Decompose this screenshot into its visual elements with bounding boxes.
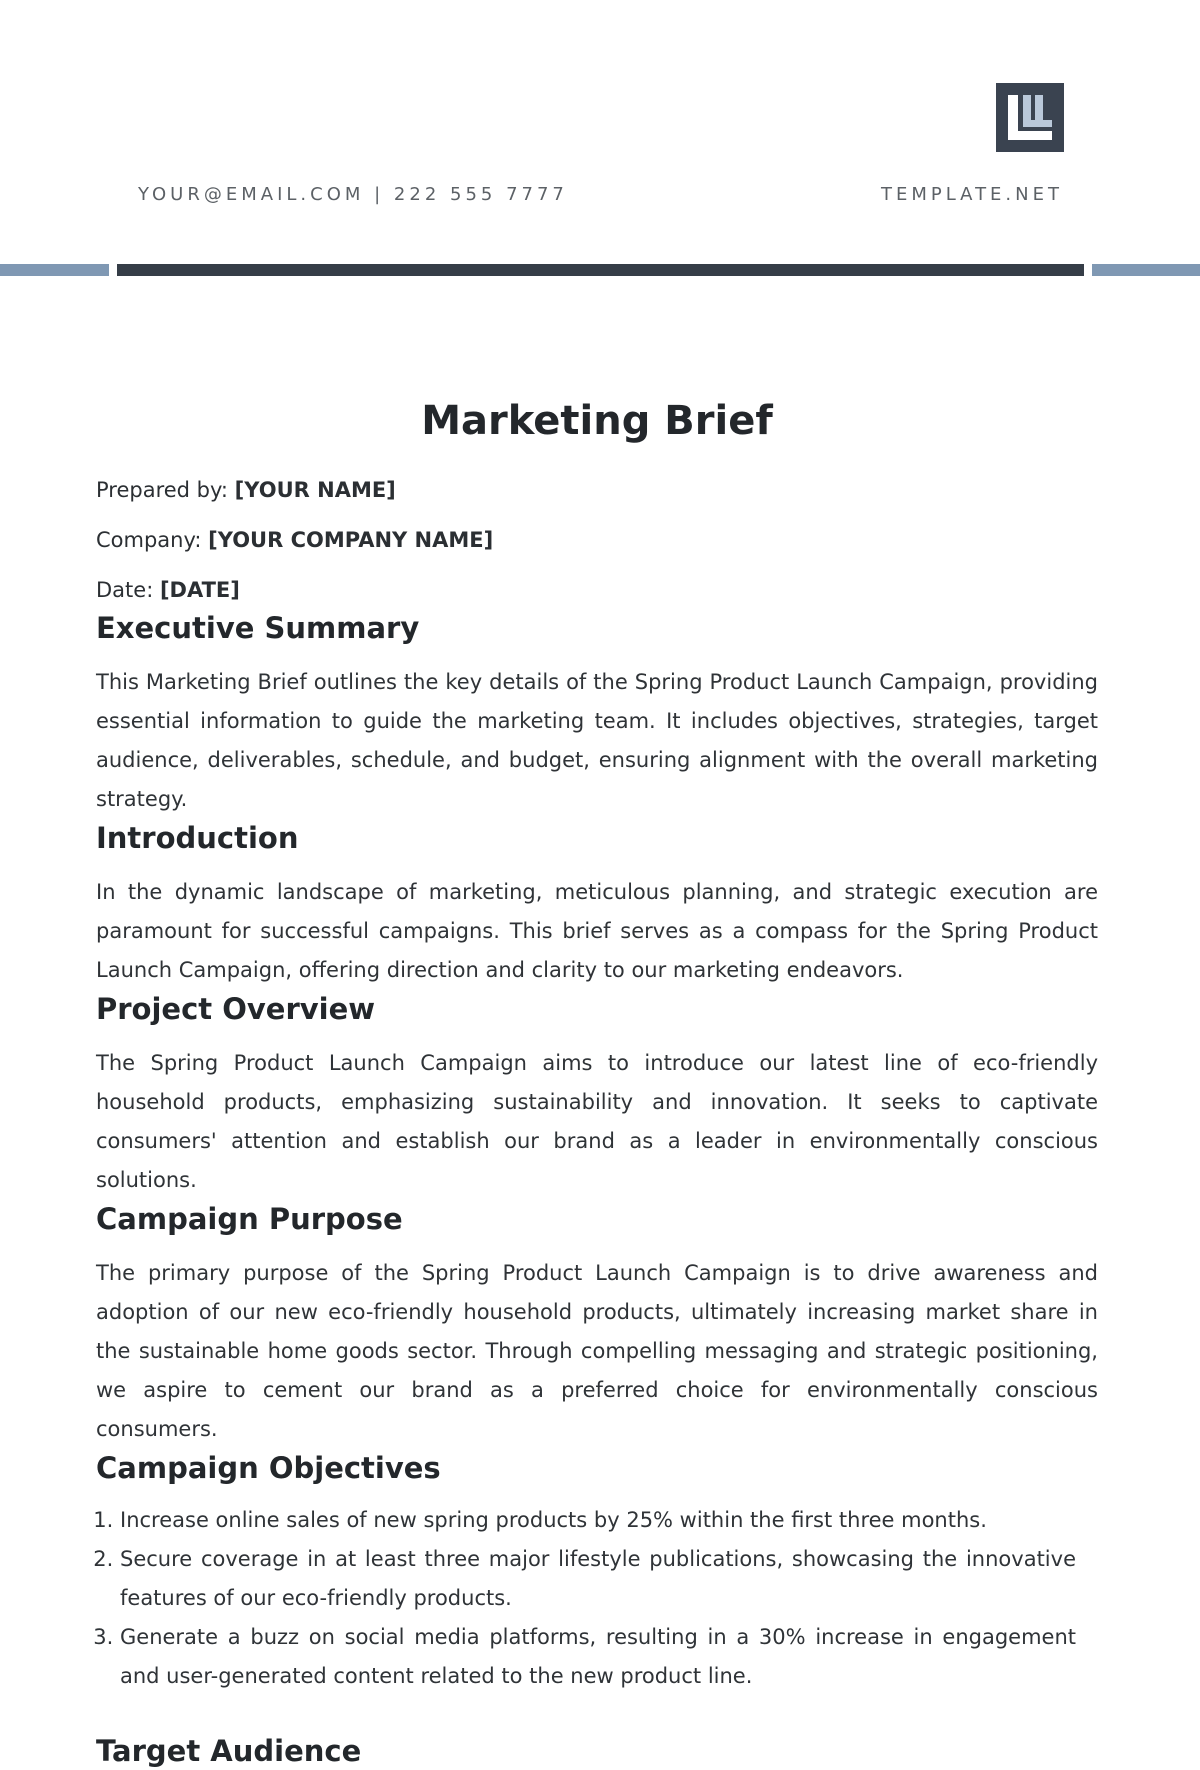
executive-summary-text: This Marketing Brief outlines the key details of the Spring Product Launch Campaign, providing essential information to guide the marketing team. It includes objectives, strategies, target audience, deliverables, schedule, and budget, ensuring alignment with the overall marketing strategy. [96,670,1098,811]
list-item: 3. Generate a buzz on social media platforms, resulting in a 30% increase in engagement and user-generated content related to the new product line. [120,1618,1098,1696]
site-name: TEMPLATE.NET [880,184,1063,205]
contact-info: YOUR@EMAIL.COM | 222 555 7777 [138,184,568,205]
header-divider-left [0,264,109,276]
campaign-objectives-heading: Campaign Objectives [96,1451,441,1485]
page-title: Marketing Brief [421,398,773,444]
executive-summary-heading: Executive Summary [96,611,420,645]
date [96,577,1098,603]
campaign-objectives-list [96,1501,1098,1696]
campaign-purpose-text: The primary purpose of the Spring Product Launch Campaign is to drive awareness and adoption of our new eco-friendly household products, ultimately increasing market share in the sustainable home goods sector. Through compelling messaging and strategic positioning, we aspire to cement our brand as a preferred choice for environmentally conscious consumers. [96,1261,1098,1441]
prepared-by-value: [YOUR NAME] [234,478,396,502]
company-label: Company: [96,528,209,552]
list-item: 1. Increase online sales of new spring products by 25% within the first three months. [120,1501,1098,1540]
date-label: Date: [96,578,160,602]
project-overview-text: The Spring Product Launch Campaign aims to introduce our latest line of eco-friendly household products, emphasizing sustainability and innovation. It seeks to captivate consumers' attention and establish our brand as a leader in environmentally conscious solutions. [96,1051,1098,1192]
header-divider-main [117,264,1084,276]
company-value: [YOUR COMPANY NAME] [208,528,494,552]
introduction-heading: Introduction [96,821,299,855]
prepared-by-label: Prepared by: [96,478,235,502]
header-divider-right [1092,264,1200,276]
company [96,527,1098,553]
template-logo-icon [996,83,1064,152]
project-overview-heading: Project Overview [96,992,376,1026]
logo-glyph [996,83,1064,152]
target-audience-heading: Target Audience [96,1734,362,1768]
document-body [96,393,1098,1770]
date-value: [DATE] [159,578,240,602]
section-spacer [96,1696,1098,1732]
prepared-by [96,477,1098,503]
campaign-purpose-heading: Campaign Purpose [96,1202,403,1236]
introduction-text: In the dynamic landscape of marketing, meticulous planning, and strategic execution are paramount for successful campaigns. This brief serves as a compass for the Spring Product Launch Campaign, offering direction and clarity to our marketing endeavors. [96,880,1098,982]
list-item: 2. Secure coverage in at least three major lifestyle publications, showcasing the innovative features of our eco-friendly products. [120,1540,1098,1618]
